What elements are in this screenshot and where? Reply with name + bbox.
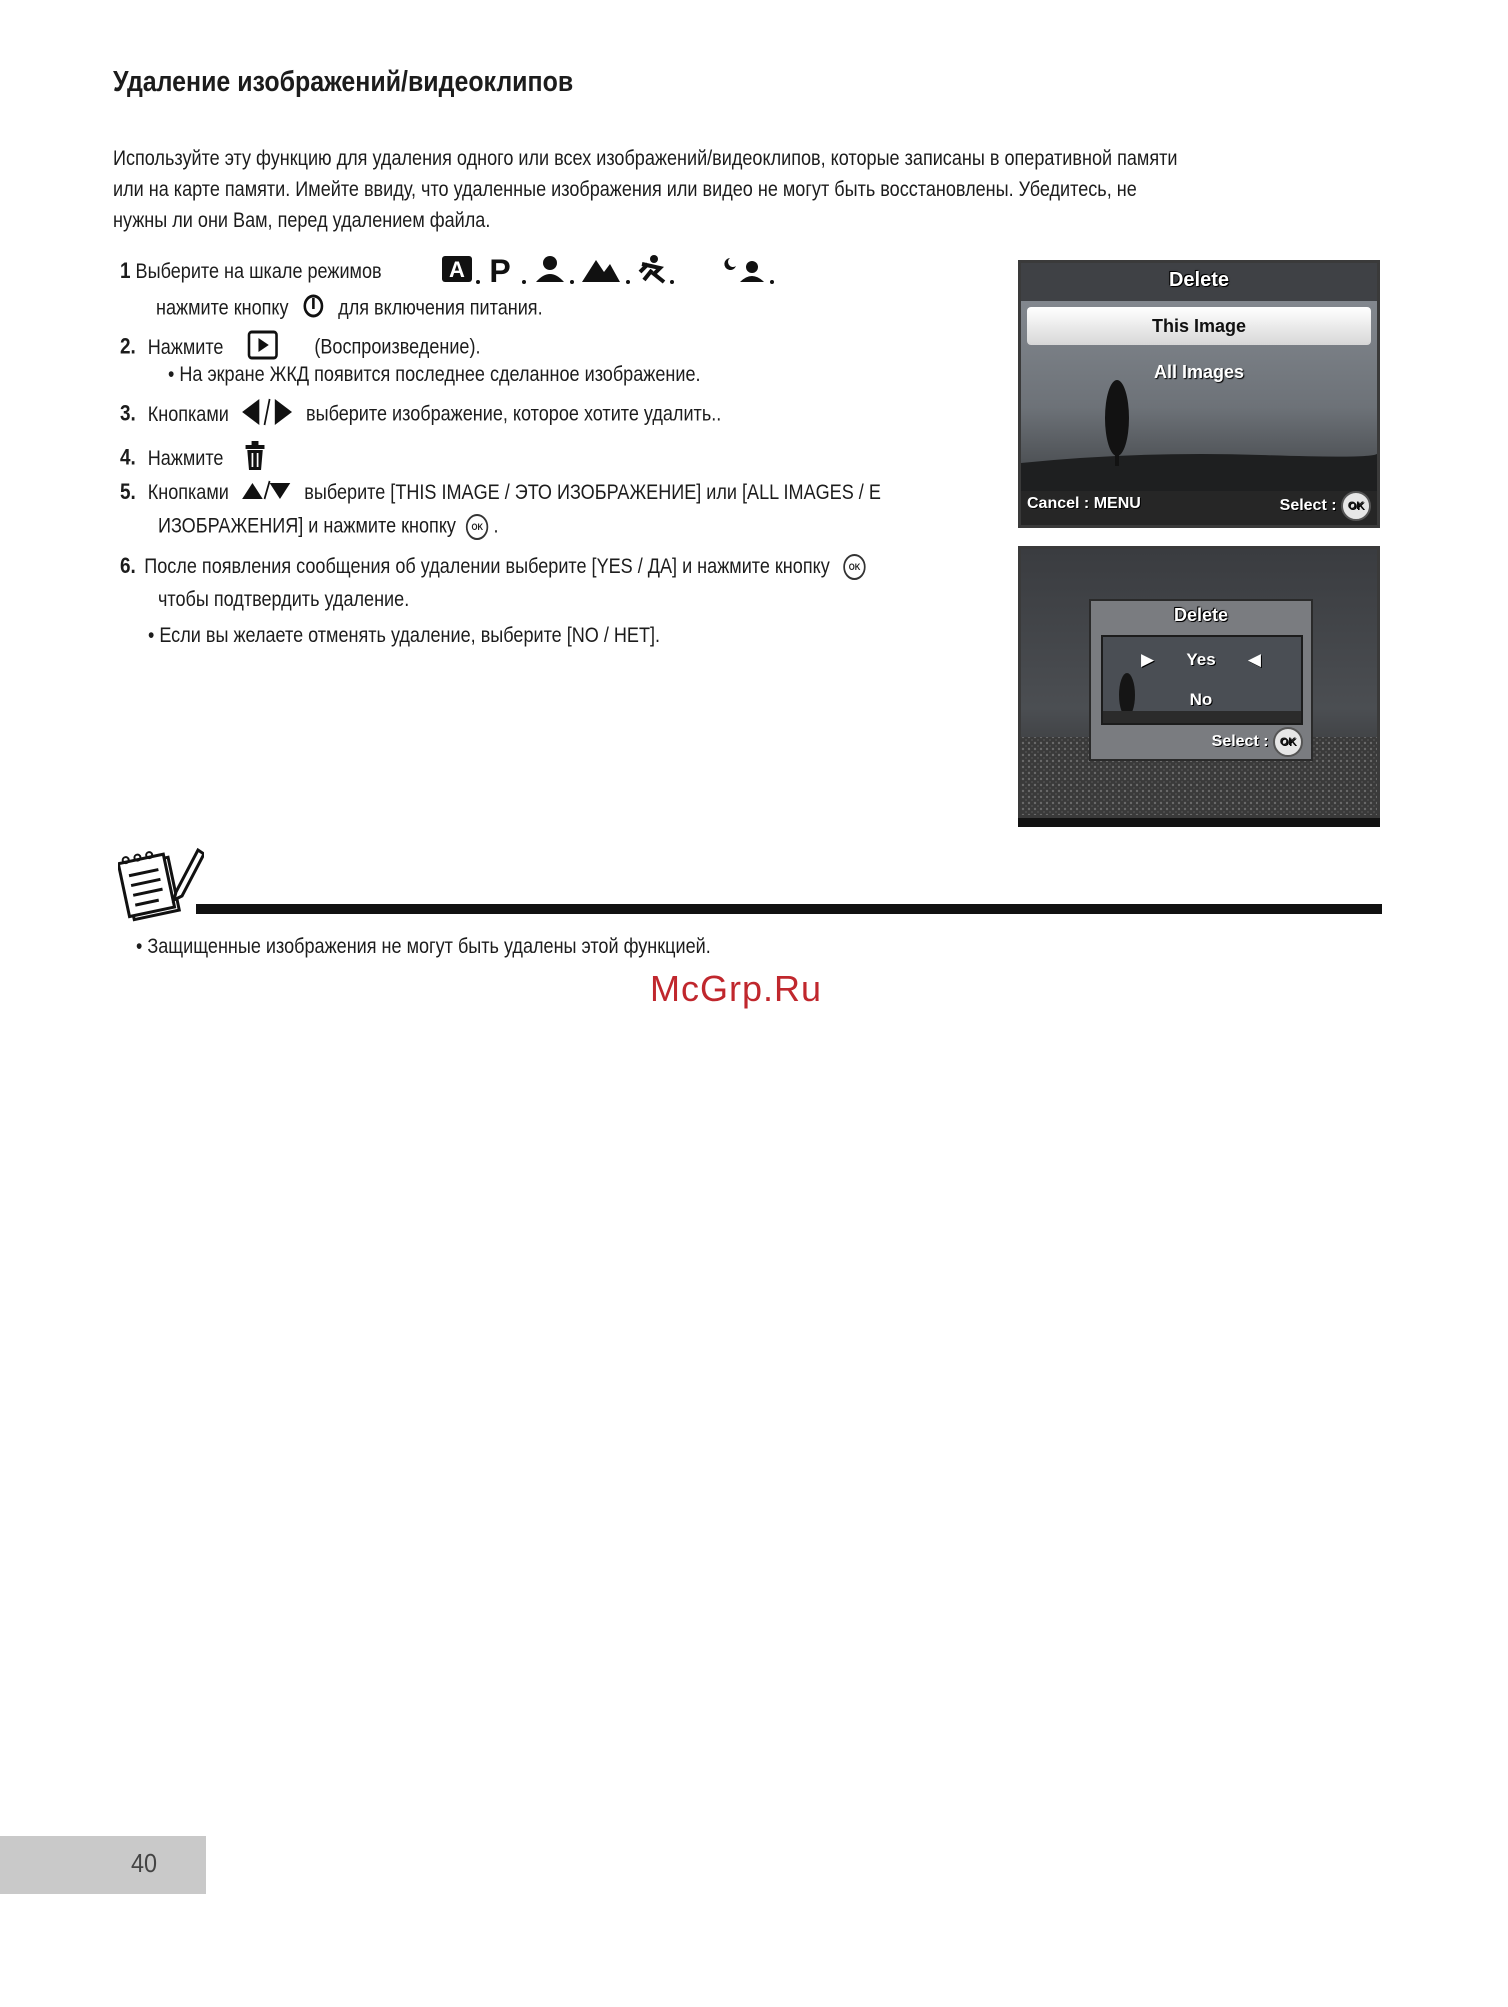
lcd-delete-confirm xyxy=(1018,546,1380,818)
step-2-bullet: • На экране ЖКД появится последнее сделанное изображение. xyxy=(168,363,701,386)
intro-line-1: Используйте эту функцию для удаления одного или всех изображений/видеоклипов, которые записаны в оперативной памяти xyxy=(113,147,1178,170)
bullet-text: Если вы желаете отменять удаление, выберите [NO / HET]. xyxy=(159,624,661,647)
portrait-mode-icon xyxy=(536,256,564,282)
lcd-cancel-hint: Cancel : MENU xyxy=(1027,495,1141,512)
menu-key-label: MENU xyxy=(1093,495,1141,512)
step-text: нажмите кнопку xyxy=(156,296,289,320)
ok-button-icon: OK xyxy=(843,554,865,580)
intro-line-3: нужны ли они Вам, перед удалением файла. xyxy=(113,209,491,232)
step-number: 3. xyxy=(120,400,136,426)
step-6 xyxy=(120,553,866,580)
select-label: Select xyxy=(1211,733,1259,751)
cancel-label: Cancel xyxy=(1027,495,1080,512)
step-number: 5. xyxy=(120,479,136,504)
step-1 xyxy=(120,258,382,284)
note-divider xyxy=(196,904,1382,914)
up-down-arrows-icon xyxy=(241,479,293,507)
step-text: Нажмите xyxy=(147,446,224,470)
mode-icons xyxy=(440,250,790,290)
page-title: Удаление изображений/видеоклипов xyxy=(113,66,574,98)
watermark: McGrp.Ru xyxy=(650,968,823,1009)
lcd-select-hint: Select : OK xyxy=(1280,491,1371,521)
step-text: После появления сообщения об удалении выберите [YES / ДА] и нажмите кнопку xyxy=(144,555,830,578)
sport-mode-icon xyxy=(640,255,664,282)
selector-left-icon: ◀ xyxy=(1247,650,1261,669)
step-number: 6. xyxy=(120,553,136,578)
svg-text:A: A xyxy=(449,257,465,282)
step-text: ИЗОБРАЖЕНИЯ] и нажмите кнопку xyxy=(158,514,456,538)
night-portrait-mode-icon xyxy=(724,258,764,282)
ok-button-icon: OK xyxy=(466,514,488,540)
step-1-line-2 xyxy=(156,293,543,325)
intro-line-2: или на карте памяти. Имейте ввиду, что удаленные изображения или видео не могут быть восстановлены. Убедитесь, не xyxy=(113,178,1137,201)
step-6-line-2: чтобы подтвердить удаление. xyxy=(158,588,410,611)
step-text: Выберите на шкале режимов xyxy=(135,260,382,283)
step-3 xyxy=(120,397,721,433)
step-2 xyxy=(120,330,481,366)
menu-item-this-image[interactable]: This Image xyxy=(1027,307,1371,345)
menu-item-all-images[interactable]: All Images xyxy=(1153,362,1245,382)
step-text: Кнопками xyxy=(147,402,229,426)
option-no[interactable]: No xyxy=(1189,690,1213,709)
note-icon xyxy=(118,842,204,922)
step-5 xyxy=(120,479,881,507)
step-4 xyxy=(120,441,266,477)
step-text: выберите [THIS IMAGE / ЭТО ИЗОБРАЖЕНИЕ] или [ALL IMAGES / E xyxy=(304,481,881,504)
step-text: (Воспроизведение). xyxy=(314,335,481,359)
auto-mode-icon xyxy=(442,256,472,282)
dialog-select-hint: Select : OK xyxy=(1212,727,1303,757)
step-number: 1 xyxy=(120,258,131,283)
ok-button-icon: OK xyxy=(1273,727,1303,757)
lcd-delete-menu xyxy=(1018,260,1380,528)
step-number: 2. xyxy=(120,333,136,359)
dialog-title: Delete xyxy=(1173,605,1229,625)
step-text: Нажмите xyxy=(147,335,224,359)
page-number: 40 xyxy=(131,1848,158,1878)
svg-text:P: P xyxy=(489,253,511,289)
note-bullet: • Защищенные изображения не могут быть удалены этой функцией. xyxy=(136,935,711,958)
step-number: 4. xyxy=(120,444,136,470)
ok-button-icon: OK xyxy=(1341,491,1371,521)
selector-right-icon: ▶ xyxy=(1141,650,1155,669)
note-text: Защищенные изображения не могут быть удалены этой функцией. xyxy=(147,935,711,958)
select-label: Select xyxy=(1279,497,1327,515)
lcd-background-photo xyxy=(1021,263,1377,525)
option-yes[interactable] xyxy=(1141,647,1261,673)
left-right-arrows-icon xyxy=(241,397,294,433)
power-icon xyxy=(302,293,324,325)
page-number-box xyxy=(0,1836,206,1894)
playback-icon xyxy=(247,330,278,366)
step-text: Кнопками xyxy=(147,481,229,504)
step-6-bullet: • Если вы желаете отменять удаление, выберите [NO / HET]. xyxy=(148,624,661,647)
lcd-menu-title: Delete xyxy=(1168,269,1230,291)
confirm-dialog xyxy=(1089,599,1313,761)
yes-label: Yes xyxy=(1186,650,1216,669)
dialog-options xyxy=(1101,635,1303,725)
step-5-line-2: ИЗОБРАЖЕНИЯ] и нажмите кнопку OK . xyxy=(158,514,499,540)
lcd-divider xyxy=(1018,818,1380,827)
step-text: для включения питания. xyxy=(338,296,543,320)
program-mode-icon xyxy=(489,253,510,289)
bullet-text: На экране ЖКД появится последнее сделанное изображение. xyxy=(179,363,701,386)
landscape-mode-icon xyxy=(582,260,620,282)
trash-icon xyxy=(244,441,266,477)
step-text: выберите изображение, которое хотите удалить.. xyxy=(306,402,722,426)
